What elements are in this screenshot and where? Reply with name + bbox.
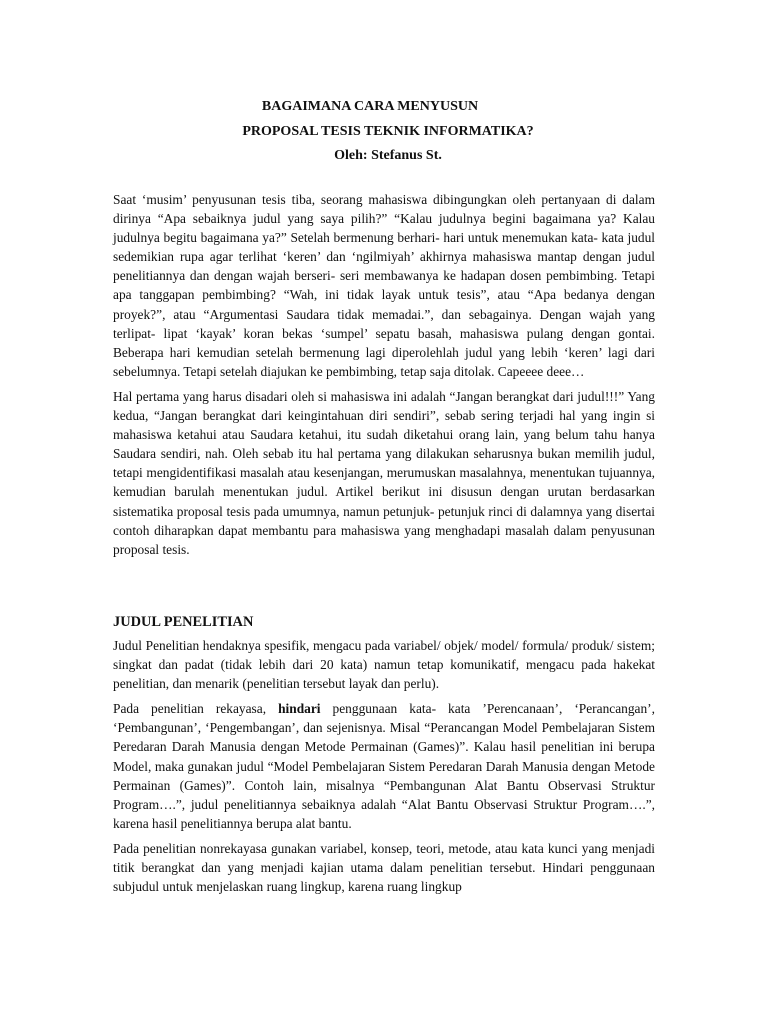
intro-paragraph-2: Hal pertama yang harus disadari oleh si mahasiswa ini adalah “Jangan berangkat dari judul!!!” Yang kedua, “Jangan berangkat dari keingintahuan diri sendiri”, sebab sering terjadi hal yang ingin si mahasiswa ketahui atau Saudara ketahui, itu sudah diketahui orang lain, yang belum tahu hanya Saudara sendiri, nah. Oleh sebab itu hal pertama yang dilakukan seharusnya bukan memilih judul, tetapi mengidentifikasi masalah atau kesenjangan, merumuskan masalahnya, menentukan tujuannya, kemudian barulah menentukan judul. Artikel berikut ini disusun dengan urutan berdasarkan sistematika proposal tesis pada umumnya, namun petunjuk- petunjuk rinci di dalamnya yang disertai contoh diharapkan dapat membantu para mahasiswa yang menghadapi masalah dalam penyusunan proposal tesis. <box>113 388 655 557</box>
document-author: Oleh: Stefanus St. <box>334 148 442 163</box>
section-paragraph-2 <box>113 699 655 833</box>
section-paragraph-1: Judul Penelitian hendaknya spesifik, mengacu pada variabel/ objek/ model/ formula/ produk/ sistem; singkat dan padat (tidak lebih dari 20 kata) namun tetap komunikatif, mengacu pada hakekat penelitian, dan menarik (penelitian tersebut layak dan perlu). <box>113 638 655 692</box>
document-title-line-1: BAGAIMANA CARA MENYUSUN <box>261 99 479 114</box>
section-paragraph-3: Pada penelitian nonrekayasa gunakan variabel, konsep, teori, metode, atau kata kunci yang menjadi titik berangkat dan yang menjadi kajian utama dalam penelitian tersebut. Hindari penggunaan subjudul untuk menjelaskan ruang lingkup, karena ruang lingkup <box>113 840 655 895</box>
title-block <box>0 95 768 169</box>
document-title-line-2: PROPOSAL TESIS TEKNIK INFORMATIKA? <box>242 123 534 139</box>
bold-emphasis: hindari <box>278 701 321 717</box>
para2-text-end: penggunaan kata- kata ’Perencanaan’, ‘Perancangan’, ‘Pembangunan’, ‘Pengembangan’, dan sejenisnya. Misal “Perancangan Model Pembelajaran Sistem Peredaran Darah Manusia dengan Metode Permainan (Games)”. Kalau hasil penelitian ini berupa Model, maka gunakan judul “Model Pembelajaran Sistem Peredaran Darah Manusia dengan Metode Permainan (Games)”. Contoh lain, misalnya “Pembangunan Alat Bantu Observasi Struktur Program….”, judul penelitiannya sebaiknya adalah “Alat Bantu Observasi Struktur Program….”, karena hasil penelitiannya berupa alat bantu. <box>113 701 655 831</box>
intro-paragraph-1: Saat ‘musim’ penyusunan tesis tiba, seorang mahasiswa dibingungkan oleh pertanyaan di dalam dirinya “Apa sebaiknya judul yang saya pilih?” “Kalau judulnya begini bagaimana ya? Kalau judulnya begitu bagaimana ya?” Setelah bermenung berhari- hari untuk menemukan kata- kata judul sedemikian rupa agar terlihat ‘keren’ dan ‘ngilmiyah’ akhirnya mahasiswa mantap dengan judul penelitiannya dan dengan wajah berseri- seri membawanya ke hadapan dosen pembimbing. Tetapi apa tanggapan pembimbing? “Wah, ini tidak layak untuk tesis”, atau “Apa bedanya dengan proyek?”, atau “Argumentasi Saudara tidak memadai.”, dan sebagainya. Dengan wajah yang terlipat- lipat ‘kayak’ koran bekas ‘sumpel’ sepatu basah, mahasiswa pulang dengan gontai. Beberapa hari kemudian setelah bermenung lagi diperolehlah judul yang lebih ‘keren’ lagi dari sebelumnya. Tetapi setelah diajukan ke pembimbing, tetap saja ditolak. Capeeee deee… <box>113 192 655 379</box>
section-heading: JUDUL PENELITIAN <box>113 614 254 630</box>
judul-section <box>113 636 655 902</box>
para2-text-start: Pada penelitian rekayasa, <box>113 701 279 717</box>
intro-section <box>113 190 655 565</box>
